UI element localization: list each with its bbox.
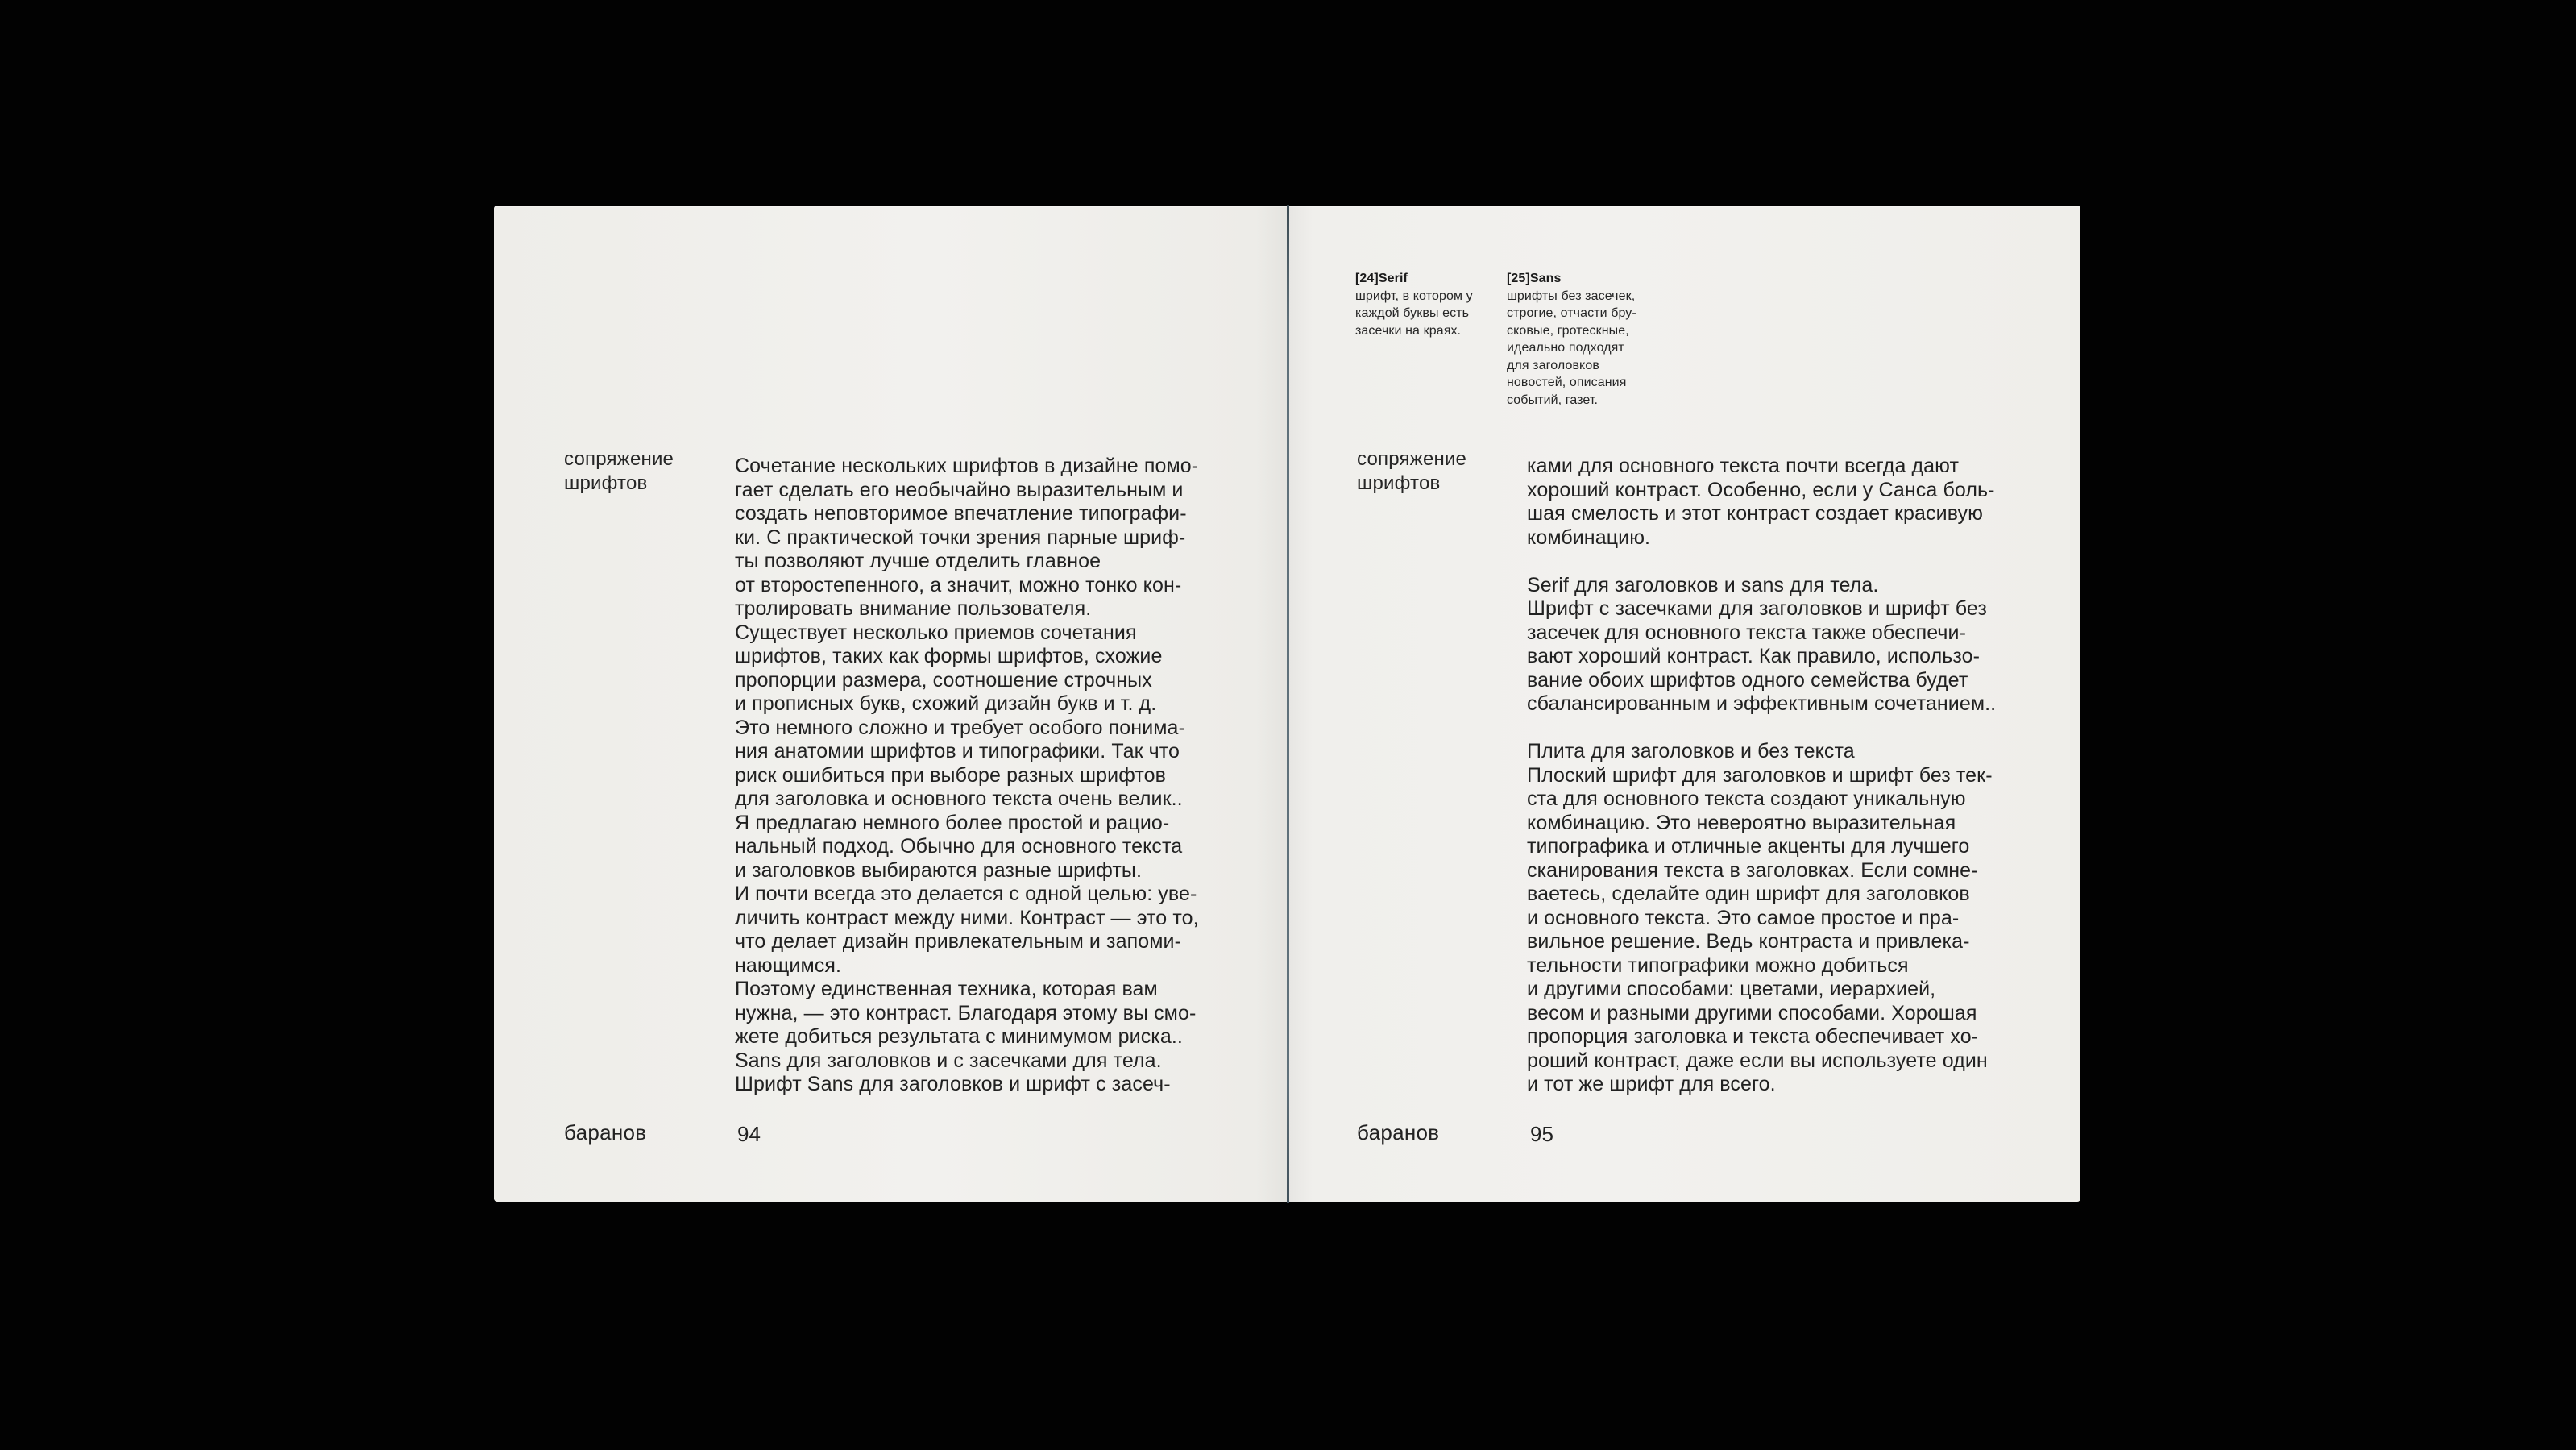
margin-label-right xyxy=(1357,447,1466,496)
text-line: шрифтов, таких как формы шрифтов, схожие xyxy=(735,645,1163,667)
book-spread xyxy=(494,206,2080,1202)
left-page-body-text xyxy=(735,455,1276,1097)
text-line: и другими способами: цветами, иерархией, xyxy=(1527,978,1936,1000)
text-line: шрифтов xyxy=(564,472,648,494)
text-line: засечек для основного текста также обеспечи- xyxy=(1527,621,1967,644)
footnote-serif xyxy=(1355,270,1502,339)
page-number-left: 94 xyxy=(737,1122,761,1146)
text-line: Сочетание нескольких шрифтов в дизайне помо- xyxy=(735,455,1199,477)
footnote-serif-title: [24]Serif xyxy=(1355,272,1408,285)
text-line: Плоский шрифт для заголовков и шрифт без тек- xyxy=(1527,763,1993,787)
text-line: шрифтов xyxy=(1357,472,1441,494)
text-line: Я предлагаю немного более простой и рацио- xyxy=(735,811,1170,834)
book-gutter-fold xyxy=(1287,205,1289,1203)
text-line: сопряжение xyxy=(564,448,674,470)
text-line: для заголовков xyxy=(1507,358,1599,372)
text-line: Sans для заголовков и с засечками для тела. xyxy=(735,1049,1162,1072)
text-line: комбинацию. Это невероятно выразительная xyxy=(1527,811,1956,834)
text-line: вают хороший контраст. Как правило, использо- xyxy=(1527,645,1981,667)
text-line: ки. С практической точки зрения парные шриф- xyxy=(735,526,1186,549)
text-line xyxy=(1527,717,2068,741)
text-line: жете добиться результата с минимумом риска.. xyxy=(735,1025,1183,1048)
footnote-serif-body xyxy=(1355,288,1502,340)
text-line: что делает дизайн привлекательным и запоми- xyxy=(735,930,1182,953)
text-line: шая смелость и этот контраст создает красивую xyxy=(1527,502,1983,525)
text-line: создать неповторимое впечатление типографи- xyxy=(735,502,1187,525)
text-line: ками для основного текста почти всегда дают xyxy=(1527,455,1960,477)
text-line: риск ошибиться при выборе разных шрифтов xyxy=(735,763,1167,787)
text-line: нужна, — это контраст. Благодаря этому вы смо- xyxy=(735,1001,1197,1024)
text-line: Существует несколько приемов сочетания xyxy=(735,621,1137,644)
text-line: тролировать внимание пользователя. xyxy=(735,597,1092,620)
text-line: Serif для заголовков и sans для тела. xyxy=(1527,573,1879,596)
text-line: типографика и отличные акценты для лучшего xyxy=(1527,835,1970,858)
text-line: событий, газет. xyxy=(1507,393,1599,407)
right-page-body-text xyxy=(1527,455,2068,1097)
text-line: ваетесь, сделайте один шрифт для заголовков xyxy=(1527,883,1970,905)
text-line: тельности типографики можно добиться xyxy=(1527,954,1909,977)
text-line: вание обоих шрифтов одного семейства будет xyxy=(1527,668,1968,692)
text-line: ния анатомии шрифтов и типографики. Так что xyxy=(735,740,1180,762)
margin-label-left xyxy=(564,447,674,496)
text-line: гает сделать его необычайно выразительным и xyxy=(735,478,1184,501)
text-line: нальный подход. Обычно для основного текста xyxy=(735,835,1183,858)
text-line: комбинацию. xyxy=(1527,526,1651,549)
footnote-sans-title: [25]Sans xyxy=(1507,272,1562,285)
text-line: Шрифт Sans для заголовков и шрифт с засеч- xyxy=(735,1073,1171,1095)
text-line: весом и разными другими способами. Хорошая xyxy=(1527,1001,1977,1024)
text-line: от второстепенного, а значит, можно тонко кон- xyxy=(735,573,1182,596)
text-line xyxy=(1527,550,2068,574)
text-line: вильное решение. Ведь контраста и привлека- xyxy=(1527,930,1970,953)
text-line: роший контраст, даже если вы используете один xyxy=(1527,1049,1988,1072)
text-line: сопряжение xyxy=(1357,448,1467,470)
page-number-right: 95 xyxy=(1530,1122,1553,1146)
text-line: шрифт, в котором у xyxy=(1355,289,1473,303)
text-line: для заголовка и основного текста очень велик.. xyxy=(735,787,1183,810)
footnote-sans-body xyxy=(1507,288,1653,409)
text-line: И почти всегда это делается с одной целью: уве- xyxy=(735,883,1197,905)
text-line: хороший контраст. Особенно, если у Санса боль- xyxy=(1527,478,1995,501)
text-line: идеально подходят xyxy=(1507,341,1624,355)
text-line: Поэтому единственная техника, которая вам xyxy=(735,978,1158,1000)
text-line: Это немного сложно и требует особого понима- xyxy=(735,716,1185,739)
left-page xyxy=(494,206,1288,1202)
text-line: сканирования текста в заголовках. Если сомне- xyxy=(1527,858,1978,882)
text-line: ста для основного текста создают уникальную xyxy=(1527,787,1966,810)
text-line: и тот же шрифт для всего. xyxy=(1527,1073,1776,1095)
text-line: и прописных букв, схожий дизайн букв и т. д. xyxy=(735,692,1157,715)
text-line: шрифты без засечек, xyxy=(1507,289,1636,303)
text-line: и основного текста. Это самое простое и пра- xyxy=(1527,906,1960,929)
text-line: Плита для заголовков и без текста xyxy=(1527,740,1855,762)
right-page xyxy=(1289,206,2080,1202)
footer-author-left: баранов xyxy=(564,1120,647,1145)
text-line: строгие, отчасти бру- xyxy=(1507,306,1636,320)
footnote-sans xyxy=(1507,270,1653,409)
text-line: пропорция заголовка и текста обеспечивает хо- xyxy=(1527,1025,1979,1048)
text-line: новостей, описания xyxy=(1507,376,1627,389)
text-line: ты позволяют лучше отделить главное xyxy=(735,550,1101,572)
text-line: личить контраст между ними. Контраст — это то, xyxy=(735,906,1199,929)
text-line: сбалансированным и эффективным сочетанием.. xyxy=(1527,692,1997,715)
text-line: нающимся. xyxy=(735,954,842,977)
text-line: пропорции размера, соотношение строчных xyxy=(735,668,1152,692)
text-line: сковые, гротескные, xyxy=(1507,323,1629,338)
text-line: и заголовков выбираются разные шрифты. xyxy=(735,858,1143,882)
text-line: засечки на краях. xyxy=(1355,323,1462,338)
text-line: Шрифт с засечками для заголовков и шрифт без xyxy=(1527,597,1987,620)
text-line: каждой буквы есть xyxy=(1355,306,1470,320)
footer-author-right: баранов xyxy=(1357,1120,1440,1145)
